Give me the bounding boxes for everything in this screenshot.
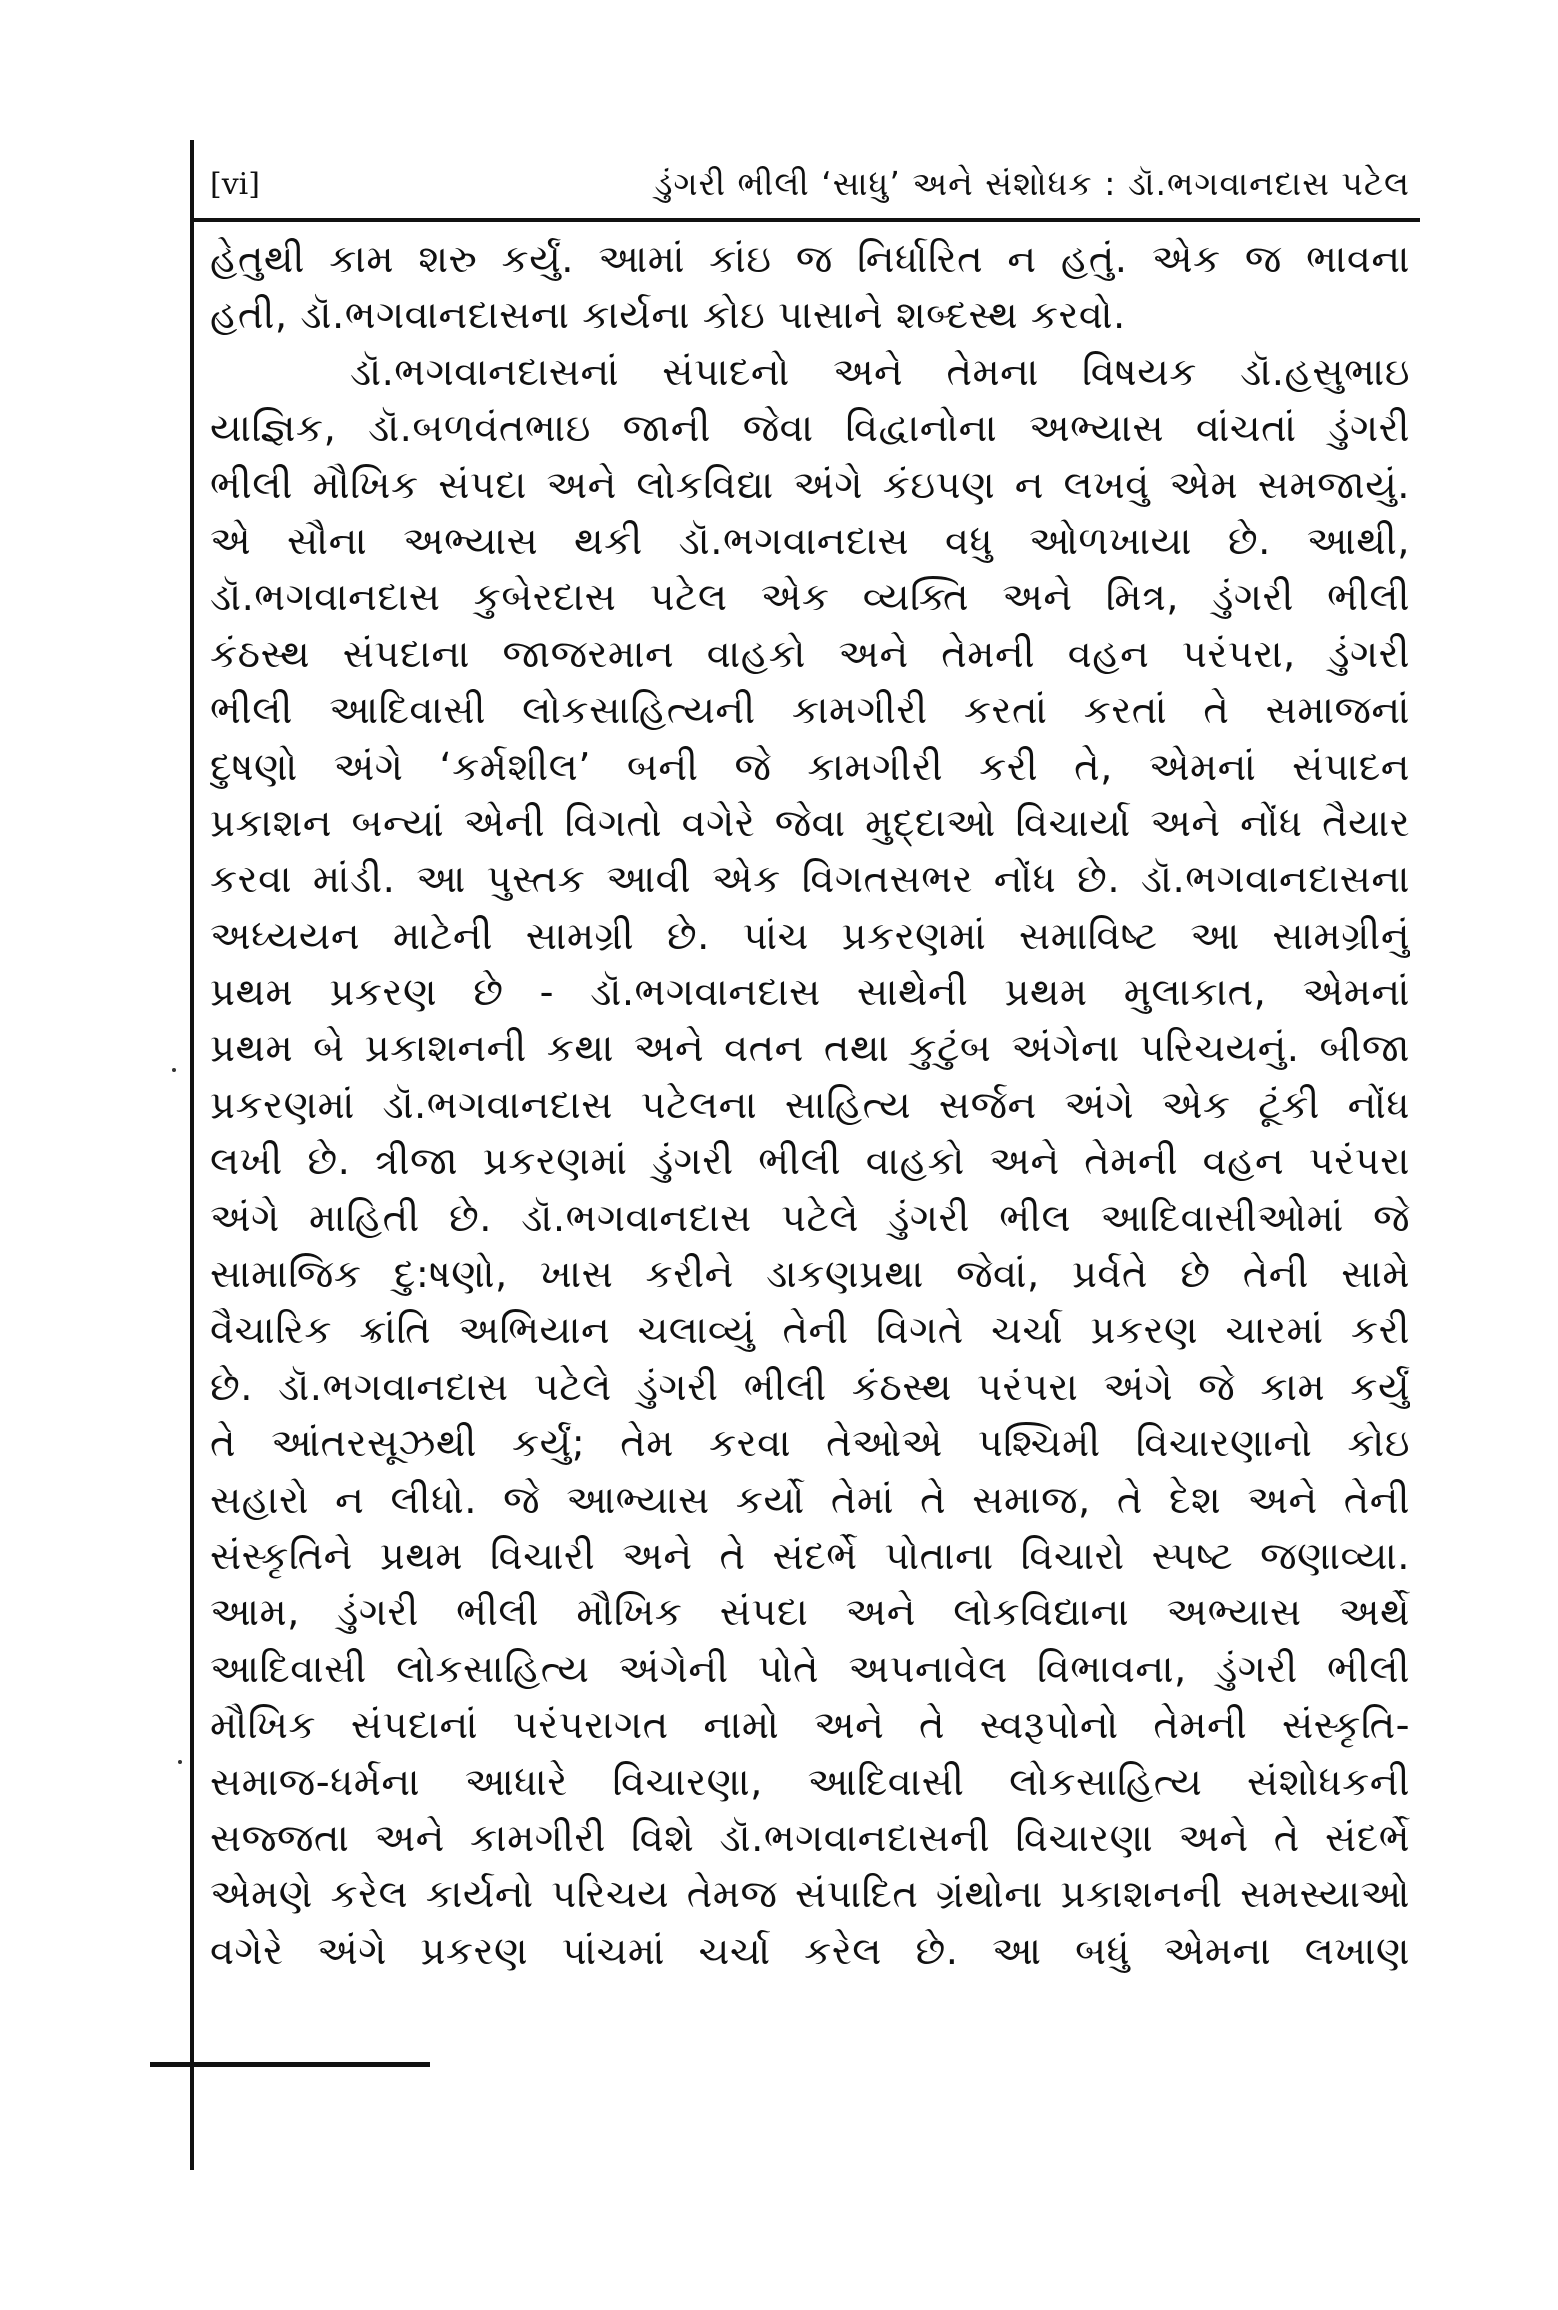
page-header [210, 160, 1410, 208]
text-line: લખી છે. ત્રીજા પ્રકરણમાં ડુંગરી ભીલી વાહકો અને તેમની વહન પરંપરા [210, 1139, 1410, 1185]
text-line: એમણે કરેલ કાર્યનો પરિચય તેમજ સંપાદિત ગ્રંથોના પ્રકાશનની સમસ્યાઓ [210, 1872, 1410, 1918]
text-line: છે. ડૉ.ભગવાનદાસ પટેલે ડુંગરી ભીલી કંઠસ્થ પરંપરા અંગે જે કામ કર્યું [210, 1364, 1410, 1410]
text-line: સહારો ન લીધો. જે આભ્યાસ કર્યો તેમાં તે સમાજ, તે દેશ અને તેની [210, 1477, 1410, 1523]
left-margin-rule [190, 140, 194, 2170]
text-line: સજ્જતા અને કામગીરી વિશે ડૉ.ભગવાનદાસની વિચારણા અને તે સંદર્ભે [210, 1815, 1410, 1861]
text-line: આદિવાસી લોકસાહિત્ય અંગેની પોતે અપનાવેલ વિભાવના, ડુંગરી ભીલી [210, 1646, 1410, 1692]
scan-speck [178, 1760, 182, 1764]
text-line: અંગે માહિતી છે. ડૉ.ભગવાનદાસ પટેલે ડુંગરી ભીલ આદિવાસીઓમાં જે [210, 1195, 1410, 1241]
text-line: દુષણો અંગે ‘કર્મશીલ’ બની જે કામગીરી કરી તે, એમનાં સંપાદન [210, 744, 1410, 790]
text-line: હેતુથી કામ શરુ કર્યું. આમાં કાંઇ જ નિર્ધારિત ન હતું. એક જ ભાવના [210, 237, 1410, 282]
text-line: પ્રકાશન બન્યાં એની વિગતો વગેરે જેવા મુદ્દાઓ વિચાર્યા અને નોંધ તૈયાર [210, 800, 1410, 846]
text-line: યાજ્ઞિક, ડૉ.બળવંતભાઇ જાની જેવા વિદ્વાનોના અભ્યાસ વાંચતાં ડુંગરી [210, 406, 1410, 452]
scan-speck [172, 1068, 176, 1072]
header-rule [190, 218, 1420, 222]
text-line: કરવા માંડી. આ પુસ્તક આવી એક વિગતસભર નોંધ છે. ડૉ.ભગવાનદાસના [210, 857, 1410, 903]
text-line: તે આંતરસૂઝથી કર્યું; તેમ કરવા તેઓએ પશ્ચિમી વિચારણાનો કોઇ [210, 1421, 1410, 1467]
text-line: સમાજ-ધર્મના આધારે વિચારણા, આદિવાસી લોકસાહિત્ય સંશોધકની [210, 1759, 1410, 1805]
text-line: આમ, ડુંગરી ભીલી મૌખિક સંપદા અને લોકવિદ્યાના અભ્યાસ અર્થે [210, 1590, 1410, 1636]
paragraph-first-line: ડૉ.ભગવાનદાસનાં સંપાદનો અને તેમના વિષયક ડૉ.હસુભાઇ [350, 349, 1410, 395]
body-text [210, 232, 1410, 1980]
text-line: હતી, ડૉ.ભગવાનદાસના કાર્યના કોઇ પાસાને શબ્દસ્થ કરવો. [210, 293, 1126, 339]
text-line: પ્રથમ પ્રકરણ છે - ડૉ.ભગવાનદાસ સાથેની પ્રથમ મુલાકાત, એમનાં [210, 970, 1410, 1016]
text-line: વગેરે અંગે પ્રકરણ પાંચમાં ચર્ચા કરેલ છે. આ બધું એમના લખાણ [210, 1928, 1410, 1974]
text-line: સંસ્કૃતિને પ્રથમ વિચારી અને તે સંદર્ભે પોતાના વિચારો સ્પષ્ટ જણાવ્યા. [210, 1533, 1410, 1579]
text-line: ભીલી મૌખિક સંપદા અને લોકવિદ્યા અંગે કંઇપણ ન લખવું એમ સમજાયું. [210, 462, 1410, 508]
text-line: કંઠસ્થ સંપદાના જાજરમાન વાહકો અને તેમની વહન પરંપરા, ડુંગરી [210, 631, 1410, 677]
text-line: સામાજિક દુ:ષણો, ખાસ કરીને ડાકણપ્રથા જેવાં, પ્રર્વતે છે તેની સામે [210, 1252, 1410, 1298]
running-title: ડુંગરી ભીલી ‘સાધુ’ અને સંશોધક : ડૉ.ભગવાનદાસ પટેલ [654, 164, 1410, 203]
text-line: વૈચારિક ક્રાંતિ અભિયાન ચલાવ્યું તેની વિગતે ચર્ચા પ્રકરણ ચારમાં કરી [210, 1308, 1410, 1354]
text-line: ભીલી આદિવાસી લોકસાહિત્યની કામગીરી કરતાં કરતાં તે સમાજનાં [210, 688, 1410, 734]
text-line: મૌખિક સંપદાનાં પરંપરાગત નામો અને તે સ્વરૂપોનો તેમની સંસ્કૃતિ- [210, 1703, 1410, 1749]
footer-rule [150, 2062, 430, 2067]
text-line: પ્રથમ બે પ્રકાશનની કથા અને વતન તથા કુટુંબ અંગેના પરિચયનું. બીજા [210, 1026, 1410, 1072]
text-line: ડૉ.ભગવાનદાસ કુબેરદાસ પટેલ એક વ્યક્તિ અને મિત્ર, ડુંગરી ભીલી [210, 575, 1410, 621]
page-number: [vi] [210, 166, 260, 202]
text-line: પ્રકરણમાં ડૉ.ભગવાનદાસ પટેલના સાહિત્ય સર્જન અંગે એક ટૂંકી નોંધ [210, 1082, 1410, 1128]
text-line: એ સૌના અભ્યાસ થકી ડૉ.ભગવાનદાસ વધુ ઓળખાયા છે. આથી, [210, 518, 1410, 564]
text-line: અધ્યયન માટેની સામગ્રી છે. પાંચ પ્રકરણમાં સમાવિષ્ટ આ સામગ્રીનું [210, 913, 1410, 959]
